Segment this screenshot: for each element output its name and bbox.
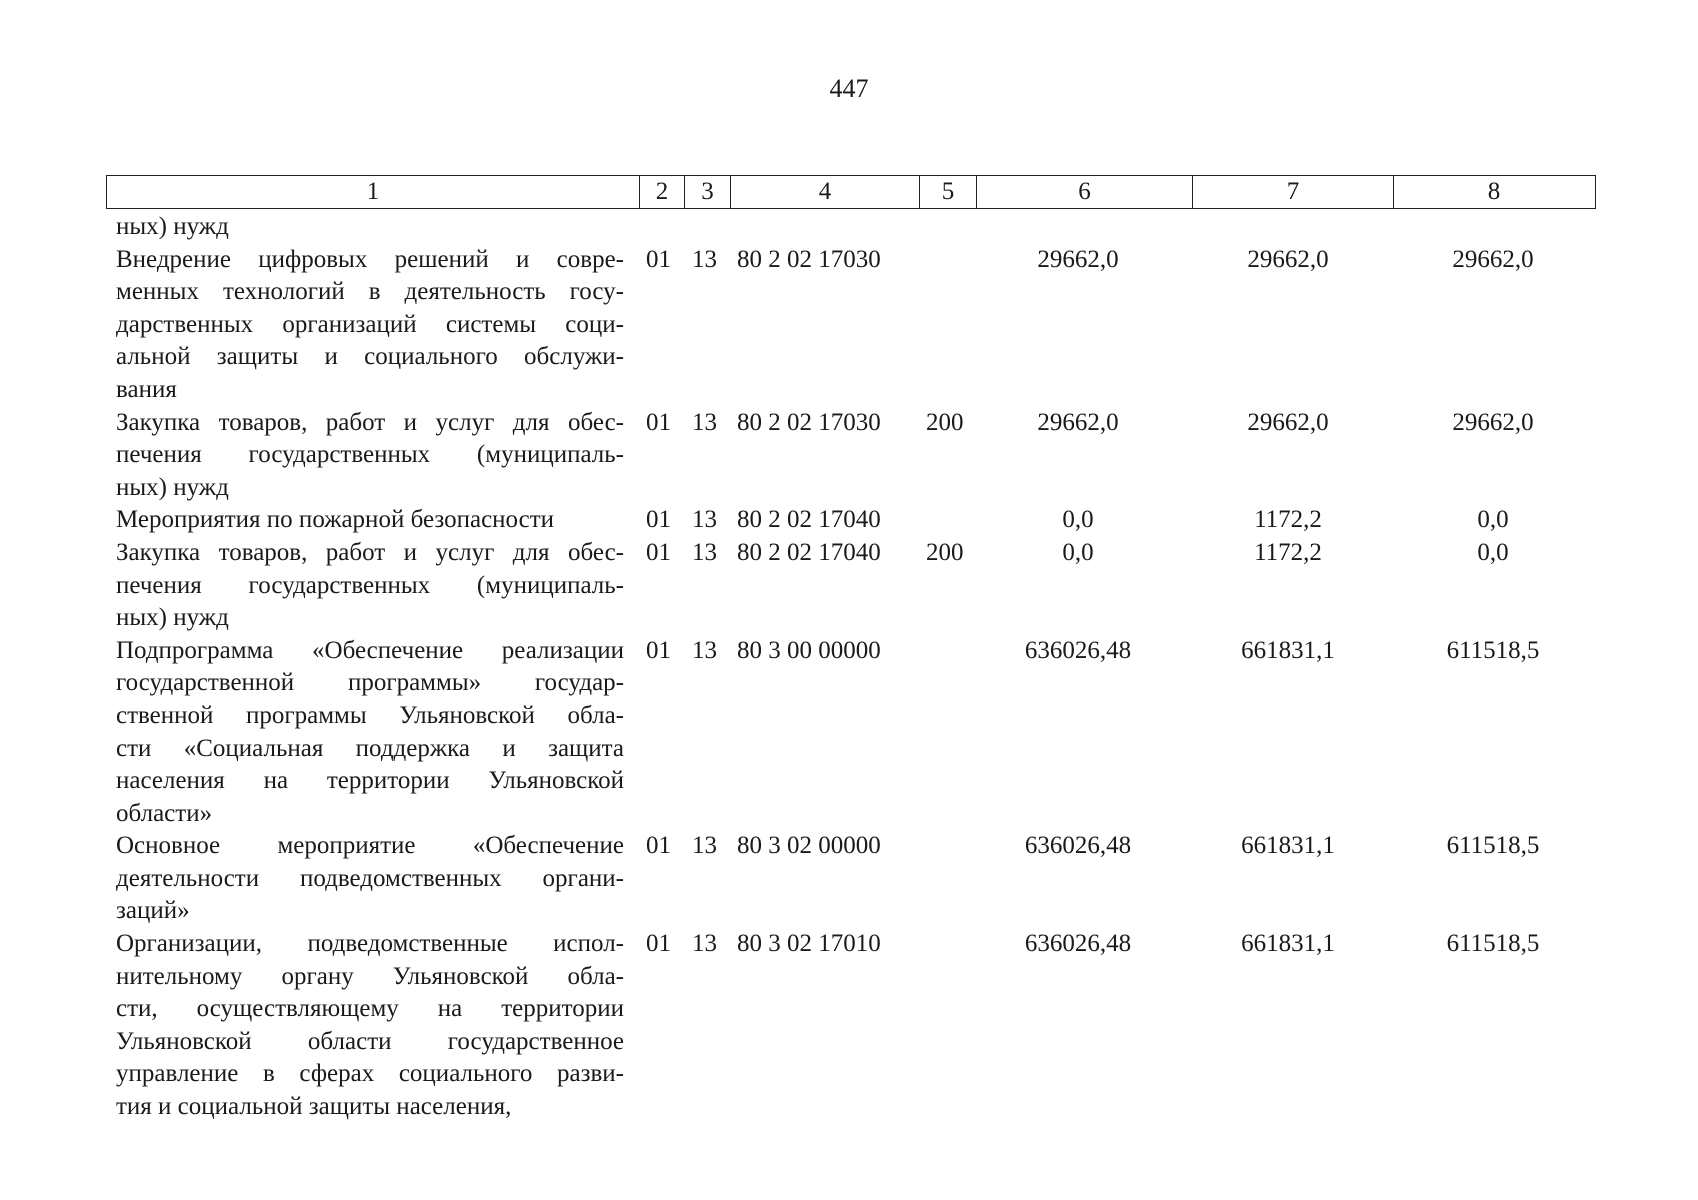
row-cell-c3: 13 [692,832,717,860]
description-line: государственной программы» государ- [116,669,624,697]
table-row [0,407,1698,505]
row-cell-c3: 13 [692,506,717,534]
description-line: Закупка товаров, работ и услуг для обес- [116,408,624,436]
row-cell-c7: 29662,0 [1247,408,1329,436]
row-cell-c4: 80 2 02 17040 [737,506,881,534]
column-header-2: 2 [640,176,685,208]
row-cell-c2: 01 [646,538,671,566]
budget-table-body [0,211,1698,1124]
row-cell-c3: 13 [692,245,717,273]
row-cell-c6: 29662,0 [1037,408,1119,436]
table-row [0,537,1698,635]
row-cell-c7: 29662,0 [1247,245,1329,273]
row-description [116,830,624,928]
description-line: печения государственных (муниципаль- [116,571,624,599]
row-description [116,928,624,1124]
row-cell-c2: 01 [646,245,671,273]
row-cell-c7: 1172,2 [1254,538,1322,566]
table-row [0,504,1698,537]
description-line: управление в сферах социального разви- [116,1060,624,1088]
description-line: ных) нужд [116,473,229,501]
row-cell-c7: 661831,1 [1241,636,1335,664]
row-cell-c4: 80 2 02 17030 [737,408,881,436]
description-line: менных технологий в деятельность госу- [116,278,624,306]
description-line: Основное мероприятие «Обеспечение [116,832,624,860]
row-cell-c3: 13 [692,636,717,664]
row-cell-c3: 13 [692,408,717,436]
column-header-8: 8 [1487,178,1501,205]
description-line: населения на территории Ульяновской [116,767,624,795]
description-line: Закупка товаров, работ и услуг для обес- [116,538,624,566]
row-cell-c2: 01 [646,506,671,534]
row-cell-c4: 80 3 02 00000 [737,832,881,860]
row-cell-c7: 661831,1 [1241,832,1335,860]
row-cell-c4: 80 3 02 17010 [737,930,881,958]
description-line: тия и социальной защиты населения, [116,1093,512,1121]
description-line: альной защиты и социального обслужи- [116,343,624,371]
row-cell-c2: 01 [646,636,671,664]
description-line: дарственных организаций системы соци- [116,310,624,338]
column-header-7: 7 [1193,176,1394,208]
row-cell-c2: 01 [646,930,671,958]
column-header-4: 4 [731,176,920,208]
description-line: Ульяновской области государственное [116,1027,624,1055]
row-description [116,407,624,505]
row-description [116,244,624,407]
row-description [116,537,624,635]
description-line: ных) нужд [116,213,229,240]
description-line: сти, осуществляющему на территории [116,995,624,1023]
row-description [116,504,624,537]
description-line: вания [116,375,177,403]
description-line: ственной программы Ульяновской обла- [116,701,624,729]
row-cell-c8: 611518,5 [1446,636,1540,664]
row-cell-c8: 29662,0 [1452,408,1534,436]
table-row [0,635,1698,831]
row-cell-c5: 200 [926,538,964,566]
column-header-3: 3 [685,176,731,208]
row-cell-c8: 0,0 [1477,538,1509,566]
table-row [0,830,1698,928]
description-line: сти «Социальная поддержка и защита [116,734,624,762]
row-cell-c8: 611518,5 [1446,930,1540,958]
row-description [116,211,624,244]
row-cell-c8: 0,0 [1477,506,1509,534]
row-cell-c4: 80 2 02 17030 [737,245,881,273]
row-cell-c2: 01 [646,832,671,860]
description-line: Подпрограмма «Обеспечение реализации [116,636,624,664]
row-cell-c6: 636026,48 [1024,930,1132,958]
row-cell-c6: 0,0 [1062,506,1094,534]
row-cell-c6: 29662,0 [1037,245,1119,273]
table-row [0,211,1698,244]
row-cell-c8: 29662,0 [1452,245,1534,273]
row-cell-c3: 13 [692,538,717,566]
row-cell-c5: 200 [926,408,964,436]
row-description [116,635,624,831]
description-line: Внедрение цифровых решений и совре- [116,245,624,273]
row-cell-c4: 80 3 00 00000 [737,636,881,664]
table-row [0,244,1698,407]
row-cell-c6: 636026,48 [1024,636,1132,664]
column-header-row [106,175,1596,209]
page-number: 447 [829,74,869,103]
row-cell-c7: 1172,2 [1254,506,1322,534]
row-cell-c2: 01 [646,408,671,436]
row-cell-c3: 13 [692,930,717,958]
description-line: заций» [116,897,190,925]
row-cell-c6: 636026,48 [1024,832,1132,860]
description-line: ных) нужд [116,604,229,632]
row-cell-c4: 80 2 02 17040 [737,538,881,566]
row-cell-c7: 661831,1 [1241,930,1335,958]
table-row [0,928,1698,1124]
column-header-1: 1 [107,176,640,208]
description-line: нительному органу Ульяновской обла- [116,962,624,990]
description-line: печения государственных (муниципаль- [116,441,624,469]
description-line: деятельности подведомственных органи- [116,864,624,892]
column-header-5: 5 [920,176,977,208]
row-cell-c6: 0,0 [1062,538,1094,566]
description-line: Мероприятия по пожарной безопасности [116,506,555,534]
column-header-6: 6 [977,176,1193,208]
row-cell-c8: 611518,5 [1446,832,1540,860]
description-line: области» [116,799,213,827]
description-line: Организации, подведомственные испол- [116,930,624,958]
